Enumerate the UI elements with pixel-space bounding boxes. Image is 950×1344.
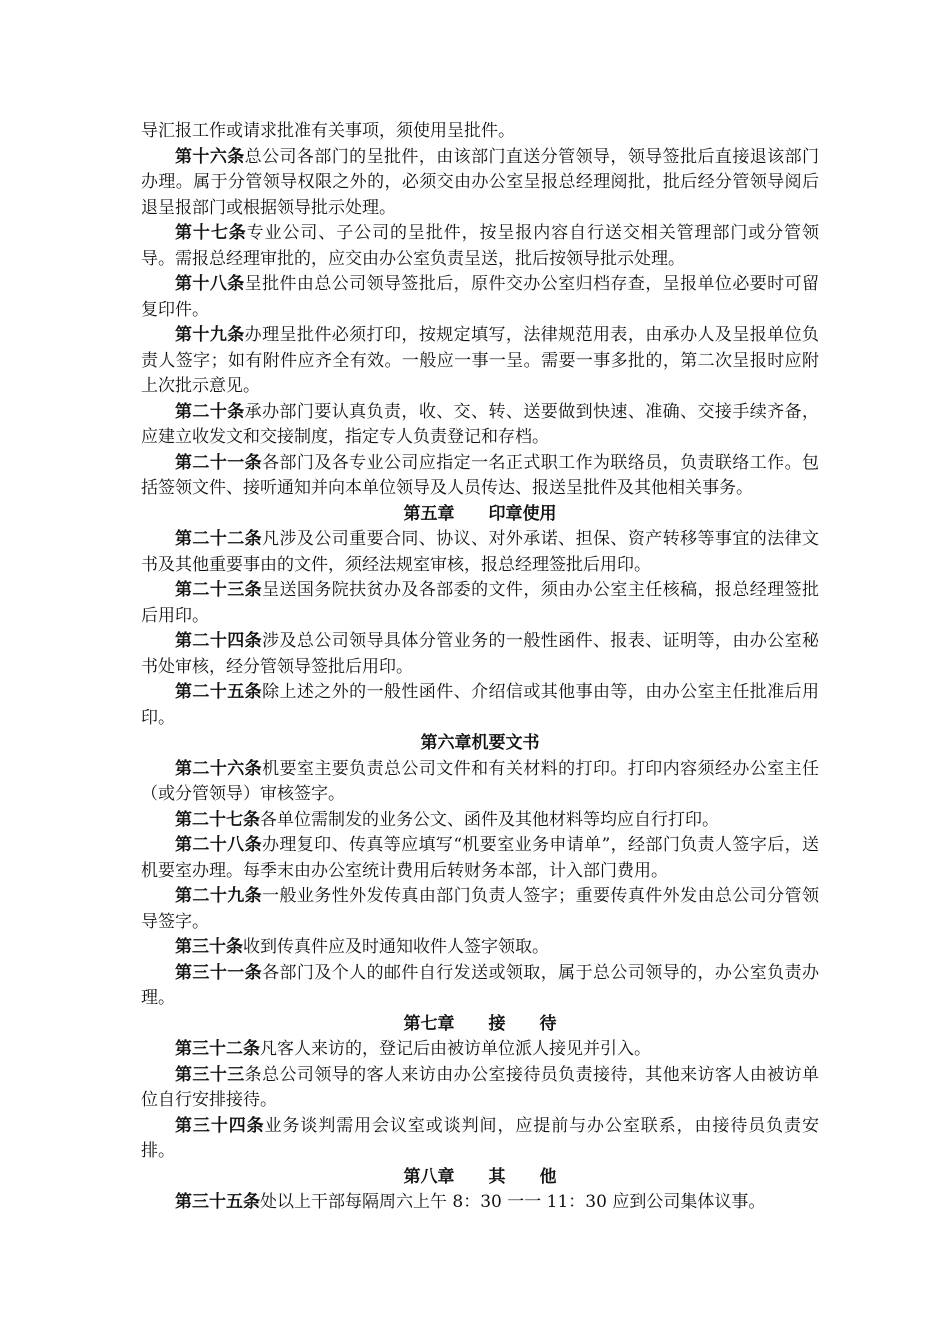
article-number: 第二十七条 <box>175 809 260 830</box>
article-number: 第十九条 <box>175 325 245 345</box>
article-paragraph <box>141 629 819 680</box>
article-number: 第三十五条 <box>175 1192 260 1212</box>
article-number: 第二十六条 <box>175 758 263 779</box>
article-text: 各部门及个人的邮件自行发送或领取，属于总公司领导的，办公室负责办理。 <box>141 962 820 1008</box>
article-text: 专业公司、子公司的呈批件，按呈报内容自行送交相关管理部门或分管领导。需报总经理审批的，应交由办公室负责呈送，批后按领导批示处理。 <box>141 223 820 269</box>
article-number: 第十八条 <box>175 274 245 294</box>
article-paragraph <box>141 808 819 834</box>
article-text: 办理复印、传真等应填写“机要室业务申请单”，经部门负责人签字后，送机要室办理。每季末由办公室统计费用后转财务本部，计入部门费用。 <box>141 835 819 881</box>
article-number: 第十六条 <box>175 146 245 167</box>
article-number: 第三十一条 <box>175 962 263 983</box>
article-paragraph <box>141 961 819 1012</box>
article-number: 第三十三 <box>175 1064 245 1085</box>
article-text: 各单位需制发的业务公文、函件及其他材料等均应自行打印。 <box>260 809 719 830</box>
article-paragraph <box>141 578 819 629</box>
article-paragraph <box>141 1063 819 1114</box>
article-paragraph <box>141 935 819 961</box>
article-number: 第二十一条 <box>175 452 263 473</box>
article-paragraph <box>141 272 819 323</box>
article-number: 第三十四条 <box>175 1115 265 1136</box>
article-number: 第二十九条 <box>175 886 263 906</box>
article-number: 第三十条 <box>175 937 243 957</box>
chapter-heading: 第五章 印章使用 <box>403 503 557 524</box>
article-paragraph <box>141 833 819 884</box>
article-text: 处以上干部每隔周六上午 8：30 一一 11：30 应到公司集体议事。 <box>260 1192 766 1212</box>
article-paragraph <box>141 1114 819 1165</box>
article-text: 收到传真件应及时通知收件人签字领取。 <box>243 937 549 957</box>
article-paragraph <box>141 221 819 272</box>
article-text: 凡涉及公司重要合同、协议、对外承诺、担保、资产转移等事宜的法律文书及其他重要事由的文件，须经法规室审核，报总经理签批后用印。 <box>141 529 820 575</box>
chapter-heading: 第六章机要文书 <box>420 733 540 753</box>
article-text: 条总公司领导的客人来访由办公室接待员负责接待，其他来访客人由被访单位自行安排接待。 <box>141 1064 820 1110</box>
article-text: 机要室主要负责总公司文件和有关材料的打印。打印内容须经办公室主任（或分管领导）审核签字。 <box>141 758 820 804</box>
article-number: 第二十三条 <box>175 580 263 600</box>
article-number: 第二十条 <box>175 401 245 422</box>
article-paragraph <box>141 145 819 222</box>
document-body <box>141 145 819 1216</box>
article-paragraph <box>141 451 819 502</box>
article-text: 总公司各部门的呈批件，由该部门直送分管领导，领导签批后直接退该部门办理。属于分管领导权限之外的，必须交由办公室呈报总经理阅批，批后经分管领导阅后退呈报部门或根据领导批示处理。 <box>141 146 820 218</box>
article-text: 凡客人来访的，登记后由被访单位派人接见并引入。 <box>260 1039 651 1059</box>
article-text: 呈批件由总公司领导签批后，原件交办公室归档存查，呈报单位必要时可留复印件。 <box>141 274 820 320</box>
document-page <box>141 119 819 1216</box>
article-text: 承办部门要认真负责，收、交、转、送要做到快速、准确、交接手续齐备，应建立收发文和交接制度，指定专人负责登记和存档。 <box>141 401 820 447</box>
article-number: 第十七条 <box>175 223 247 243</box>
article-number: 第三十二条 <box>175 1039 260 1059</box>
article-text: 一般业务性外发传真由部门负责人签字；重要传真件外发由总公司分管领导签字。 <box>141 886 820 932</box>
article-text: 各部门及各专业公司应指定一名正式职工作为联络员，负责联络工作。包括签领文件、接听通知并向本单位领导及人员传达、报送呈批件及其他相关事务。 <box>141 452 820 498</box>
article-number: 第二十八条 <box>175 835 262 855</box>
article-paragraph <box>141 400 819 451</box>
article-paragraph <box>141 527 819 578</box>
article-text: 涉及总公司领导具体分管业务的一般性函件、报表、证明等，由办公室秘书处审核，经分管领导签批后用印。 <box>141 631 820 677</box>
chapter-heading: 第七章 接 待 <box>403 1013 557 1034</box>
article-paragraph <box>141 884 819 935</box>
article-paragraph <box>141 757 819 808</box>
article-paragraph <box>141 323 819 400</box>
intro-paragraph: 导汇报工作或请求批准有关事项，须使用呈批件。 <box>141 121 515 141</box>
article-number: 第二十四条 <box>175 631 263 651</box>
article-paragraph <box>141 1190 819 1216</box>
article-number: 第二十二条 <box>175 529 263 549</box>
article-text: 办理呈批件必须打印，按规定填写，法律规范用表，由承办人及呈报单位负责人签字；如有附件应齐全有效。一般应一事一呈。需要一事多批的，第二次呈报时应附上次批示意见。 <box>141 325 820 396</box>
article-paragraph <box>141 1037 819 1063</box>
article-text: 除上述之外的一般性函件、介绍信或其他事由等，由办公室主任批准后用印。 <box>141 682 820 728</box>
article-paragraph <box>141 680 819 731</box>
article-text: 业务谈判需用会议室或谈判间，应提前与办公室联系，由接待员负责安排。 <box>141 1115 820 1161</box>
article-text: 呈送国务院扶贫办及各部委的文件，须由办公室主任核稿，报总经理签批后用印。 <box>141 580 820 626</box>
chapter-heading: 第八章 其 他 <box>403 1166 557 1187</box>
article-number: 第二十五条 <box>175 682 263 702</box>
